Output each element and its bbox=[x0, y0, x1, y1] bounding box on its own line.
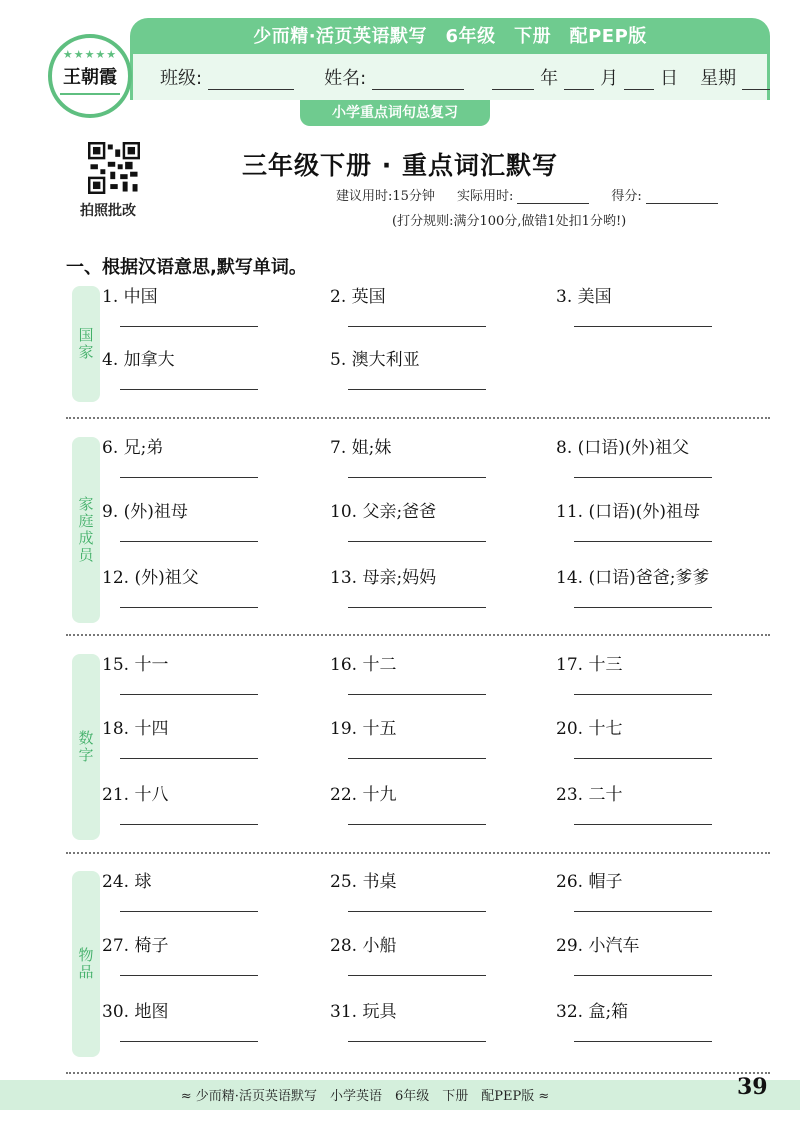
answer-line[interactable] bbox=[120, 911, 258, 912]
month-label: 月 bbox=[600, 68, 619, 89]
vocab-item: 7. 姐;妹 bbox=[330, 433, 530, 458]
vocab-item: 30. 地图 bbox=[102, 997, 302, 1022]
section-divider bbox=[66, 417, 770, 419]
category-tab bbox=[72, 437, 100, 623]
vocab-item: 23. 二十 bbox=[556, 780, 756, 805]
vocab-item: 11. (口语)(外)祖母 bbox=[556, 497, 756, 522]
answer-line[interactable] bbox=[348, 607, 486, 608]
vocab-item: 9. (外)祖母 bbox=[102, 497, 302, 522]
brand-logo bbox=[48, 34, 132, 118]
suggested-time: 建议用时:15分钟 bbox=[336, 189, 435, 204]
vocab-item: 8. (口语)(外)祖父 bbox=[556, 433, 756, 458]
score-blank[interactable] bbox=[646, 190, 718, 204]
score-label: 得分: bbox=[611, 189, 642, 204]
category-tab bbox=[72, 871, 100, 1057]
answer-line[interactable] bbox=[348, 975, 486, 976]
vocab-item: 21. 十八 bbox=[102, 780, 302, 805]
answer-line[interactable] bbox=[348, 824, 486, 825]
vocab-item: 29. 小汽车 bbox=[556, 931, 756, 956]
header-subtitle: 小学重点词句总复习 bbox=[300, 100, 490, 126]
class-blank[interactable] bbox=[208, 70, 294, 90]
vocab-item: 19. 十五 bbox=[330, 714, 530, 739]
vocab-item: 16. 十二 bbox=[330, 650, 530, 675]
vocab-item: 31. 玩具 bbox=[330, 997, 530, 1022]
vocab-item: 22. 十九 bbox=[330, 780, 530, 805]
answer-line[interactable] bbox=[574, 477, 712, 478]
answer-line[interactable] bbox=[120, 1041, 258, 1042]
category-tab bbox=[72, 286, 100, 402]
answer-line[interactable] bbox=[348, 694, 486, 695]
month-blank[interactable] bbox=[564, 70, 594, 90]
answer-line[interactable] bbox=[574, 758, 712, 759]
star-icon: ★★★★★ bbox=[62, 47, 118, 61]
footer-divider bbox=[66, 1072, 770, 1074]
vocab-item: 6. 兄;弟 bbox=[102, 433, 302, 458]
answer-line[interactable] bbox=[348, 326, 486, 327]
answer-line[interactable] bbox=[120, 694, 258, 695]
year-label: 年 bbox=[540, 68, 559, 89]
answer-line[interactable] bbox=[574, 975, 712, 976]
page-title: 三年级下册 · 重点词汇默写 bbox=[242, 151, 558, 180]
vocab-item: 28. 小船 bbox=[330, 931, 530, 956]
student-info-row bbox=[160, 64, 770, 90]
logo-text: 王朝霞 bbox=[63, 66, 117, 88]
vocab-item: 5. 澳大利亚 bbox=[330, 345, 530, 370]
vocab-item: 3. 美国 bbox=[556, 282, 756, 307]
section-divider bbox=[66, 852, 770, 854]
category-label: 数字 bbox=[76, 730, 95, 764]
vocab-item: 32. 盒;箱 bbox=[556, 997, 756, 1022]
vocab-item: 20. 十七 bbox=[556, 714, 756, 739]
actual-time-label: 实际用时: bbox=[456, 189, 514, 204]
logo-ribbon bbox=[60, 93, 120, 99]
answer-line[interactable] bbox=[120, 389, 258, 390]
vocab-item: 2. 英国 bbox=[330, 282, 530, 307]
day-label: 日 bbox=[660, 68, 679, 89]
category-label: 物品 bbox=[76, 947, 95, 981]
answer-line[interactable] bbox=[120, 541, 258, 542]
vocab-item: 12. (外)祖父 bbox=[102, 563, 302, 588]
name-blank[interactable] bbox=[372, 70, 464, 90]
answer-line[interactable] bbox=[574, 911, 712, 912]
answer-line[interactable] bbox=[120, 824, 258, 825]
category-numbers bbox=[66, 650, 770, 850]
category-label: 家庭成员 bbox=[76, 496, 95, 564]
answer-line[interactable] bbox=[120, 326, 258, 327]
vocab-item: 25. 书桌 bbox=[330, 867, 530, 892]
weekday-label: 星期 bbox=[700, 68, 737, 89]
answer-line[interactable] bbox=[348, 911, 486, 912]
answer-line[interactable] bbox=[120, 758, 258, 759]
vocab-item: 14. (口语)爸爸;爹爹 bbox=[556, 563, 756, 588]
vocab-item: 15. 十一 bbox=[102, 650, 302, 675]
answer-line[interactable] bbox=[120, 607, 258, 608]
answer-line[interactable] bbox=[348, 1041, 486, 1042]
answer-line[interactable] bbox=[574, 694, 712, 695]
section-divider bbox=[66, 634, 770, 636]
day-blank[interactable] bbox=[624, 70, 654, 90]
answer-line[interactable] bbox=[348, 758, 486, 759]
vocab-item: 18. 十四 bbox=[102, 714, 302, 739]
category-countries bbox=[66, 282, 770, 412]
vocab-item: 10. 父亲;爸爸 bbox=[330, 497, 530, 522]
time-score-row bbox=[336, 185, 718, 204]
category-objects bbox=[66, 867, 770, 1067]
category-family bbox=[66, 433, 770, 633]
answer-line[interactable] bbox=[348, 389, 486, 390]
year-blank[interactable] bbox=[492, 70, 534, 90]
weekday-blank[interactable] bbox=[742, 70, 770, 90]
category-label: 国家 bbox=[76, 327, 95, 361]
answer-line[interactable] bbox=[348, 477, 486, 478]
footer-text: ≈ 少而精·活页英语默写 小学英语 6年级 下册 配PEP版 ≈ bbox=[180, 1089, 550, 1104]
vocab-item: 13. 母亲;妈妈 bbox=[330, 563, 530, 588]
name-label: 姓名: bbox=[324, 68, 367, 89]
answer-line[interactable] bbox=[574, 607, 712, 608]
actual-time-blank[interactable] bbox=[517, 190, 589, 204]
vocab-item: 17. 十三 bbox=[556, 650, 756, 675]
class-label: 班级: bbox=[160, 68, 203, 89]
vocab-item: 4. 加拿大 bbox=[102, 345, 302, 370]
vocab-item: 24. 球 bbox=[102, 867, 302, 892]
qr-label: 拍照批改 bbox=[80, 203, 136, 219]
answer-line[interactable] bbox=[574, 1041, 712, 1042]
vocab-item: 26. 帽子 bbox=[556, 867, 756, 892]
answer-line[interactable] bbox=[574, 326, 712, 327]
header-title: 少而精·活页英语默写 6年级 下册 配PEP版 bbox=[253, 26, 647, 47]
answer-line[interactable] bbox=[574, 541, 712, 542]
answer-line[interactable] bbox=[574, 824, 712, 825]
page-number: 39 bbox=[737, 1074, 768, 1100]
answer-line[interactable] bbox=[120, 477, 258, 478]
answer-line[interactable] bbox=[348, 541, 486, 542]
section-heading: 一、根据汉语意思,默写单词。 bbox=[66, 257, 307, 278]
answer-line[interactable] bbox=[120, 975, 258, 976]
vocab-item: 1. 中国 bbox=[102, 282, 302, 307]
category-tab bbox=[72, 654, 100, 840]
scoring-rules: (打分规则:满分100分,做错1处扣1分哟!) bbox=[392, 214, 627, 229]
vocab-item: 27. 椅子 bbox=[102, 931, 302, 956]
